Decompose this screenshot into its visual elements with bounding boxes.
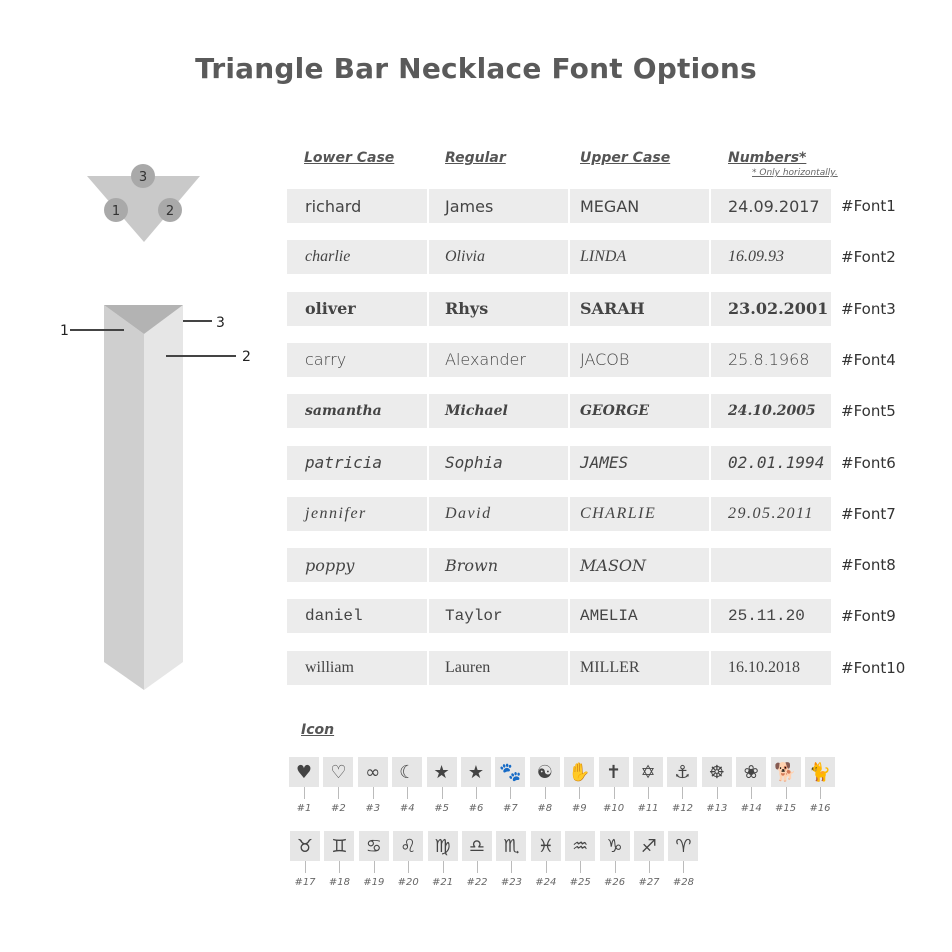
- icon-number: #21: [432, 877, 454, 888]
- cell-lower: carry: [287, 343, 427, 377]
- icon-tick: [373, 787, 374, 799]
- icon-tick: [510, 787, 511, 799]
- icon-number: #24: [535, 877, 557, 888]
- icon-tick: [408, 861, 409, 873]
- cell-upper: AMELIA: [570, 599, 709, 633]
- scorpio-icon: ♏: [496, 831, 526, 861]
- icon-number: #19: [363, 877, 385, 888]
- icon-number: #12: [671, 803, 693, 814]
- font-label: #Font9: [841, 607, 896, 626]
- icon-number: #22: [466, 877, 488, 888]
- icon-tick: [579, 787, 580, 799]
- icon-tick: [442, 787, 443, 799]
- cell-upper: MEGAN: [570, 189, 709, 223]
- cell-upper: CHARLIE: [570, 497, 709, 531]
- icon-number: #25: [569, 877, 591, 888]
- cell-lower: patricia: [287, 446, 427, 480]
- moon-icon: ☾: [392, 757, 422, 787]
- icon-tick: [683, 861, 684, 873]
- yin-yang-icon: ☯: [530, 757, 560, 787]
- icon-number: #4: [399, 803, 415, 814]
- cell-numbers: 23.02.2001: [711, 292, 831, 326]
- icon-number: #20: [397, 877, 419, 888]
- font-label: #Font7: [841, 504, 896, 523]
- anchor-icon: ⚓: [667, 757, 697, 787]
- cell-upper: JAMES: [570, 446, 709, 480]
- icon-tick: [820, 787, 821, 799]
- cell-numbers: 24.09.2017: [711, 189, 831, 223]
- virgo-icon: ♍: [428, 831, 458, 861]
- icon-tick: [339, 861, 340, 873]
- cat-icon: 🐈: [805, 757, 835, 787]
- cell-regular: Lauren: [429, 651, 568, 685]
- font-label: #Font10: [841, 658, 906, 677]
- icon-number: #2: [331, 803, 346, 814]
- paw-icon: 🐾: [495, 757, 525, 787]
- icon-number: #17: [294, 877, 316, 888]
- cell-upper: LINDA: [570, 240, 709, 274]
- cell-regular: Rhys: [429, 292, 568, 326]
- icon-number: #28: [672, 877, 694, 888]
- font-label: #Font3: [841, 299, 896, 318]
- cell-lower: richard: [287, 189, 427, 223]
- icon-number: #6: [468, 803, 484, 814]
- cell-regular: Alexander: [429, 343, 568, 377]
- star-alt-icon: ★: [461, 757, 491, 787]
- header-numbers: Numbers*: [728, 150, 807, 166]
- icon-tick: [615, 861, 616, 873]
- bar-right-face: [144, 305, 183, 690]
- necklace-diagram: [0, 0, 290, 952]
- icon-tick: [648, 787, 649, 799]
- icon-heading: Icon: [301, 722, 335, 738]
- cell-upper: JACOB: [570, 343, 709, 377]
- leo-icon: ♌: [393, 831, 423, 861]
- cell-numbers: 02.01.1994: [711, 446, 831, 480]
- cell-numbers: 25.8.1968: [711, 343, 831, 377]
- icon-number: #3: [365, 803, 381, 814]
- icon-number: #1: [296, 803, 312, 814]
- star-of-david-icon: ✡: [633, 757, 663, 787]
- icon-number: #9: [571, 803, 587, 814]
- icon-tick: [717, 787, 718, 799]
- font-label: #Font5: [841, 402, 896, 421]
- face-label-1: 1: [111, 204, 121, 219]
- cell-numbers: [711, 548, 831, 582]
- cell-regular: Michael: [429, 394, 568, 428]
- cell-regular: Brown: [429, 548, 568, 582]
- icon-number: #23: [500, 877, 522, 888]
- infinity-icon: ∞: [358, 757, 388, 787]
- icon-number: #27: [638, 877, 660, 888]
- callout-label-2: 2: [242, 349, 251, 365]
- icon-number: #26: [604, 877, 626, 888]
- icon-number: #18: [328, 877, 350, 888]
- icon-tick: [374, 861, 375, 873]
- aries-icon: ♈: [668, 831, 698, 861]
- lotus-icon: ❀: [736, 757, 766, 787]
- pisces-icon: ♓: [531, 831, 561, 861]
- cell-lower: charlie: [287, 240, 427, 274]
- callout-label-3: 3: [216, 315, 225, 331]
- dog-icon: 🐕: [771, 757, 801, 787]
- numbers-note: * Only horizontally.: [752, 168, 838, 178]
- icon-tick: [305, 861, 306, 873]
- cell-regular: Taylor: [429, 599, 568, 633]
- icon-number: #7: [503, 803, 518, 814]
- face-label-3: 3: [138, 170, 148, 185]
- icon-tick: [443, 861, 444, 873]
- cell-lower: oliver: [287, 292, 427, 326]
- icon-tick: [546, 861, 547, 873]
- font-label: #Font6: [841, 453, 896, 472]
- font-label: #Font1: [841, 197, 896, 215]
- header-upper-case: Upper Case: [580, 150, 671, 166]
- icon-tick: [545, 787, 546, 799]
- icon-tick: [304, 787, 305, 799]
- icon-number: #16: [809, 803, 831, 814]
- icon-tick: [649, 861, 650, 873]
- icon-tick: [751, 787, 752, 799]
- cell-lower: jennifer: [287, 497, 427, 531]
- cell-numbers: 16.10.2018: [711, 651, 831, 685]
- callout-label-1: 1: [60, 323, 69, 339]
- heart-outline-icon: ♡: [323, 757, 353, 787]
- cross-icon: ✝: [599, 757, 629, 787]
- hamsa-icon: ✋: [564, 757, 594, 787]
- font-label: #Font4: [841, 350, 896, 369]
- page-title: Triangle Bar Necklace Font Options: [195, 52, 757, 85]
- cell-regular: Olivia: [429, 240, 568, 274]
- cell-upper: GEORGE: [570, 394, 709, 428]
- cell-regular: David: [429, 497, 568, 531]
- heart-icon: ♥: [289, 757, 319, 787]
- icon-number: #13: [706, 803, 728, 814]
- cell-numbers: 25.11.20: [711, 599, 831, 633]
- icon-number: #10: [603, 803, 625, 814]
- dharma-wheel-icon: ☸: [702, 757, 732, 787]
- icon-number: #14: [740, 803, 762, 814]
- icon-tick: [511, 861, 512, 873]
- sagittarius-icon: ♐: [634, 831, 664, 861]
- icon-number: #15: [775, 803, 797, 814]
- header-regular: Regular: [445, 150, 506, 166]
- star-icon: ★: [427, 757, 457, 787]
- icon-tick: [786, 787, 787, 799]
- icon-tick: [614, 787, 615, 799]
- icon-tick: [476, 787, 477, 799]
- cell-upper: MASON: [570, 548, 709, 582]
- cell-regular: Sophia: [429, 446, 568, 480]
- cell-numbers: 24.10.2005: [711, 394, 831, 428]
- icon-tick: [338, 787, 339, 799]
- capricorn-icon: ♑: [600, 831, 630, 861]
- cell-numbers: 29.05.2011: [711, 497, 831, 531]
- gemini-icon: ♊: [324, 831, 354, 861]
- cell-lower: poppy: [287, 548, 427, 582]
- cell-lower: daniel: [287, 599, 427, 633]
- icon-tick: [580, 861, 581, 873]
- aquarius-icon: ♒: [565, 831, 595, 861]
- icon-tick: [682, 787, 683, 799]
- face-label-2: 2: [165, 204, 175, 219]
- icon-tick: [477, 861, 478, 873]
- cell-lower: william: [287, 651, 427, 685]
- cell-lower: samantha: [287, 394, 427, 428]
- header-lower-case: Lower Case: [304, 150, 395, 166]
- taurus-icon: ♉: [290, 831, 320, 861]
- libra-icon: ♎: [462, 831, 492, 861]
- font-label: #Font2: [841, 248, 896, 267]
- cancer-icon: ♋: [359, 831, 389, 861]
- cell-regular: James: [429, 189, 568, 223]
- icon-tick: [407, 787, 408, 799]
- cell-upper: MILLER: [570, 651, 709, 685]
- bar-left-face: [104, 305, 144, 690]
- icon-number: #11: [637, 803, 659, 814]
- font-label: #Font8: [841, 556, 896, 575]
- icon-number: #5: [434, 803, 449, 814]
- icon-number: #8: [537, 803, 553, 814]
- cell-upper: SARAH: [570, 292, 709, 326]
- cell-numbers: 16.09.93: [711, 240, 831, 274]
